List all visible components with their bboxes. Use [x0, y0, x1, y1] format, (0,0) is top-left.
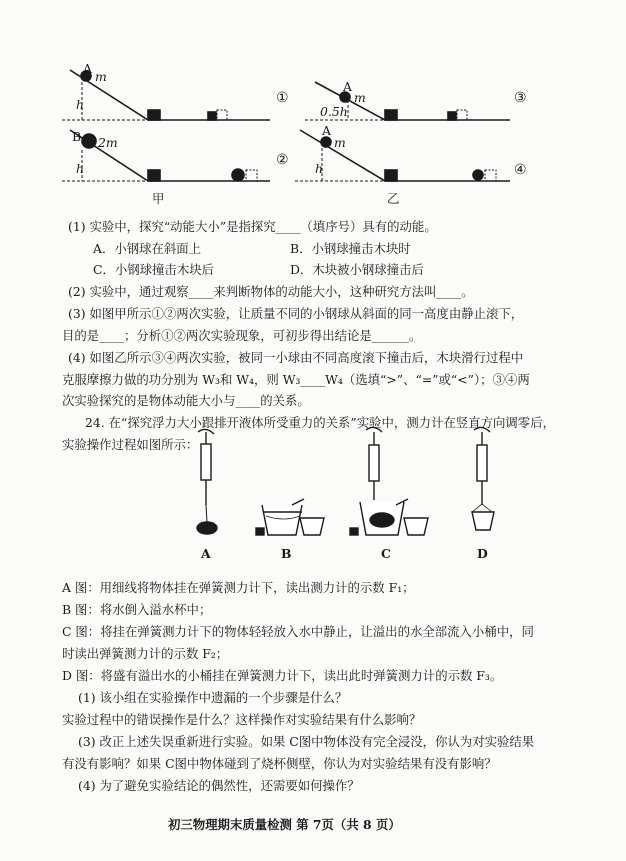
fig-label-a: A [201, 546, 211, 561]
fig-label-b: B [281, 546, 292, 561]
q23-option-d: D．木块被小钢球撞击后 [290, 262, 424, 277]
panel-2-number: ② [276, 152, 289, 168]
q24-sub1: (1) 该小组在实验操作中遗漏的一个步骤是什么？ [78, 690, 348, 705]
q24-sub4: (4) 为了避免实验结论的偶然性，还需要如何操作？ [78, 778, 360, 793]
inclined-plane-figure [0, 0, 626, 210]
q23-part3-line2: 目的是____；分析①②两次实验现象，可初步得出结论是______。 [62, 328, 422, 343]
buoyancy-experiment-figure [0, 420, 626, 570]
panel-4-height-label: h [315, 161, 323, 176]
q24-step-b: B 图：将水倒入溢水杯中； [62, 602, 212, 617]
q23-option-c: C．小钢球撞击木块后 [93, 262, 214, 277]
q23-option-b: B．小钢球撞击木块时 [290, 241, 411, 256]
panel-1-height-label: h [76, 97, 84, 112]
fig-c-submerged-object [350, 427, 428, 535]
panel-2-height-label: h [76, 161, 84, 176]
fig-b-overflow-cup [256, 499, 324, 535]
q24-step-a: A 图：用细线将物体挂在弹簧测力计下，读出测力计的示数 F₁； [62, 580, 415, 595]
q24-intro-line1: 24. 在“探究浮力大小跟排开液体所受重力的关系”实验中，测力计在竖直方向调零后， [85, 415, 555, 430]
panel-4-number: ④ [514, 162, 527, 178]
fig-label-d: D [477, 546, 488, 561]
q23-part4-line2: 克服摩擦力做的功分别为 W₃和 W₄，则 W₃____W₄（选填“>”、“=”或“<”）；③④两 [62, 372, 530, 387]
panel-1-apparatus [62, 70, 270, 120]
q24-intro-line2: 实验操作过程如图所示： [62, 437, 199, 452]
panel-2-mass-label: 2m [98, 135, 118, 150]
panel-1-ball-label: A [83, 61, 92, 76]
panel-3-number: ③ [514, 90, 527, 106]
q23-part4-line3: 次实验探究的是物体动能大小与____的关系。 [62, 393, 310, 408]
q23-part2: (2) 实验中，通过观察____来判断物体的动能大小，这种研究方法叫____。 [68, 284, 474, 299]
page-footer: 初三物理期末质量检测 第 7页（共 8 页） [168, 817, 401, 832]
q24-step-c-line1: C 图：将挂在弹簧测力计下的物体轻轻放入水中静止，让溢出的水全部流入小桶中，同 [62, 624, 534, 639]
q23-part3-line1: (3) 如图甲所示①②两次实验，让质量不同的小钢球从斜面的同一高度由静止滚下， [68, 306, 524, 321]
q23-part1: (1) 实验中，探究“动能大小”是指探究____（填序号）具有的动能。 [68, 219, 437, 234]
fig-label-c: C [381, 546, 391, 561]
q24-sub3-line2: 有没有影响？如果 C图中物体碰到了烧杯侧壁，你认为对实验结果有没有影响？ [62, 756, 497, 771]
panel-3-ball-label: A [343, 79, 352, 94]
q24-sub2: 实验过程中的错误操作是什么？这样操作对实验结果有什么影响？ [62, 712, 422, 727]
panel-1-number: ① [276, 90, 289, 106]
q23-part4-line1: (4) 如图乙所示③④两次实验，被同一小球由不同高度滚下撞击后，木块滑行过程中 [68, 350, 524, 365]
panel-4-ball-label: A [322, 123, 331, 138]
panel-4-mass-label: m [334, 135, 346, 150]
fig-a-spring-scale [197, 429, 217, 534]
panel-2-apparatus [62, 130, 270, 181]
figure-caption-jia: 甲 [152, 191, 165, 206]
panel-2-ball-label: B [72, 129, 82, 144]
panel-1-mass-label: m [95, 69, 107, 84]
figure-caption-yi: 乙 [387, 191, 400, 206]
q24-step-c-line2: 时读出弹簧测力计的示数 F₂； [62, 646, 229, 661]
panel-3-mass-label: m [354, 90, 366, 105]
q24-sub3-line1: (3) 改正上述失误重新进行实验。如果 C图中物体没有完全浸没，你认为对实验结果 [78, 734, 535, 749]
panel-3-height-label: 0.5h [320, 104, 348, 119]
fig-d-bucket-weighed [472, 427, 494, 530]
q24-step-d: D 图：将盛有溢出水的小桶挂在弹簧测力计下，读出此时弹簧测力计的示数 F₃。 [62, 668, 503, 683]
q23-option-a: A．小钢球在斜面上 [93, 241, 202, 256]
